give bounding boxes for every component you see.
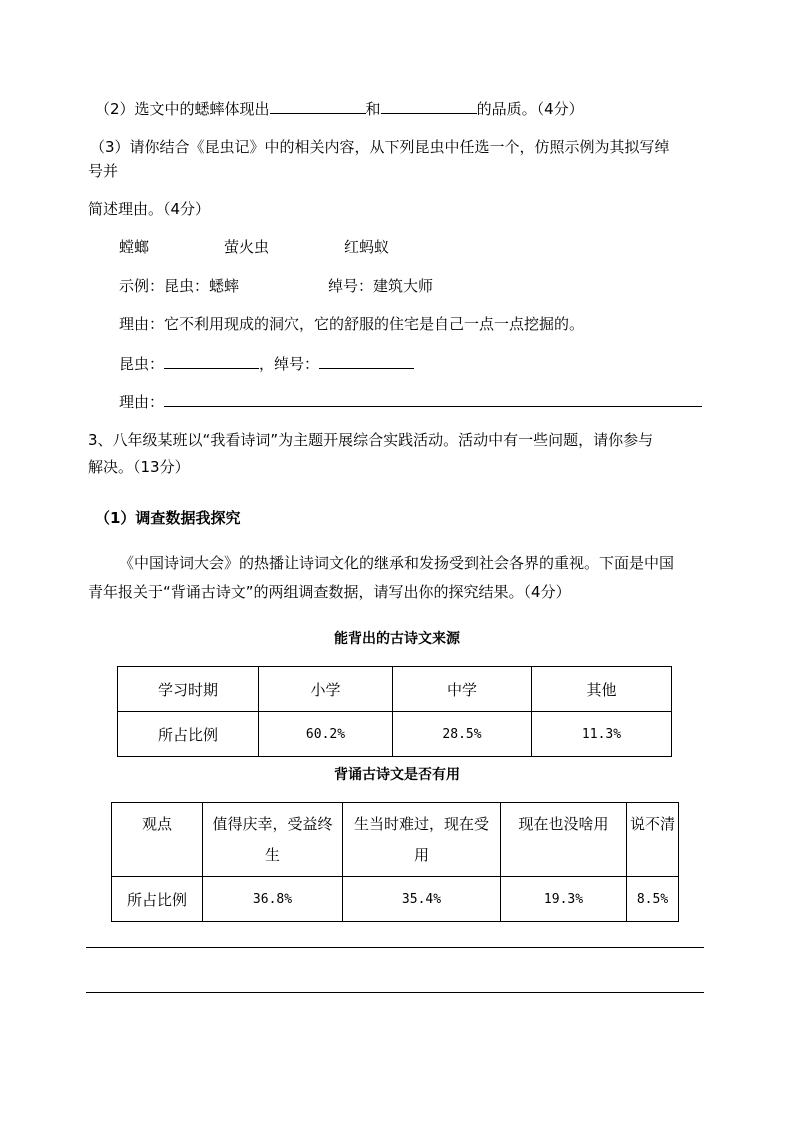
table1-header-cell: 学习时期 — [118, 667, 259, 712]
table2-title: 背诵古诗文是否有用 — [334, 767, 460, 783]
answer-line-1[interactable] — [86, 947, 704, 948]
q3-line-1: （3）请你结合《昆虫记》中的相关内容，从下列昆虫中任选一个，仿照示例为其拟写绰 — [90, 138, 670, 156]
answer-reason-blank[interactable] — [164, 391, 702, 407]
answer-line-2[interactable] — [86, 992, 704, 993]
table1-header-cell: 小学 — [259, 667, 393, 712]
q2-blank-2[interactable] — [381, 98, 477, 114]
table2-data-row — [112, 877, 679, 922]
table2-header-cell: 值得庆幸，受益终生 — [203, 803, 343, 877]
table2-value-cell: 36.8% — [203, 877, 343, 922]
example-reason: 理由：它不利用现成的洞穴，它的舒服的住宅是自己一点一点挖掘的。 — [119, 315, 585, 333]
table2-value-cell: 8.5% — [627, 877, 679, 922]
answer-nickname-label: ，绰号： — [259, 355, 320, 373]
table1-header-row — [118, 667, 672, 712]
table2-value-cell: 35.4% — [343, 877, 501, 922]
table1-data-row — [118, 712, 672, 757]
q2-prefix: （2）选文中的蟋蟀体现出 — [95, 100, 270, 118]
table1-value-cell: 11.3% — [532, 712, 672, 757]
q2-line — [95, 98, 584, 119]
table2-value-cell: 19.3% — [501, 877, 627, 922]
table2-header-cell: 生当时难过，现在受用 — [343, 803, 501, 877]
table2-header-cell: 说不清 — [627, 803, 679, 877]
table2-header-row — [112, 803, 679, 877]
answer-line — [119, 353, 414, 374]
insect-option-1: 螳螂 — [119, 238, 150, 256]
table2-header-cell: 观点 — [112, 803, 203, 877]
insect-option-3: 红蚂蚁 — [344, 238, 390, 256]
q2-middle: 和 — [365, 100, 381, 118]
section3-line-1: 3、八年级某班以“我看诗词”为主题开展综合实践活动。活动中有一些问题，请你参与 — [88, 431, 654, 449]
paragraph-line-1: 《中国诗词大会》的热播让诗词文化的继承和发扬受到社会各界的重视。下面是中国 — [119, 554, 675, 572]
answer-reason-label: 理由： — [119, 393, 165, 411]
q3-line-2: 号并 — [88, 162, 119, 180]
reason-line — [119, 391, 702, 412]
answer-nickname-blank[interactable] — [319, 353, 414, 369]
table1-header-cell: 其他 — [532, 667, 672, 712]
q2-suffix: 的品质。（4分） — [476, 100, 584, 118]
example-nickname: 绰号：建筑大师 — [328, 277, 434, 295]
subsection-title: （1）调查数据我探究 — [95, 509, 241, 527]
table1 — [117, 666, 672, 757]
paragraph-line-2: 青年报关于“背诵古诗文”的两组调查数据，请写出你的探究结果。（4分） — [88, 583, 571, 601]
q3-line-3: 简述理由。（4分） — [88, 200, 211, 218]
answer-insect-label: 昆虫： — [119, 355, 165, 373]
table1-title: 能背出的古诗文来源 — [334, 631, 460, 647]
table2-header-cell: 现在也没啥用 — [501, 803, 627, 877]
answer-insect-blank[interactable] — [164, 353, 259, 369]
table1-value-cell: 60.2% — [259, 712, 393, 757]
q2-blank-1[interactable] — [270, 98, 366, 114]
table2-row-label: 所占比例 — [112, 877, 203, 922]
insect-option-2: 萤火虫 — [224, 238, 270, 256]
table2 — [111, 802, 679, 922]
example-insect: 示例：昆虫：蟋蟀 — [119, 277, 240, 295]
section3-line-2: 解决。（13分） — [88, 458, 190, 476]
table1-header-cell: 中学 — [393, 667, 532, 712]
table1-row-label: 所占比例 — [118, 712, 259, 757]
table1-value-cell: 28.5% — [393, 712, 532, 757]
